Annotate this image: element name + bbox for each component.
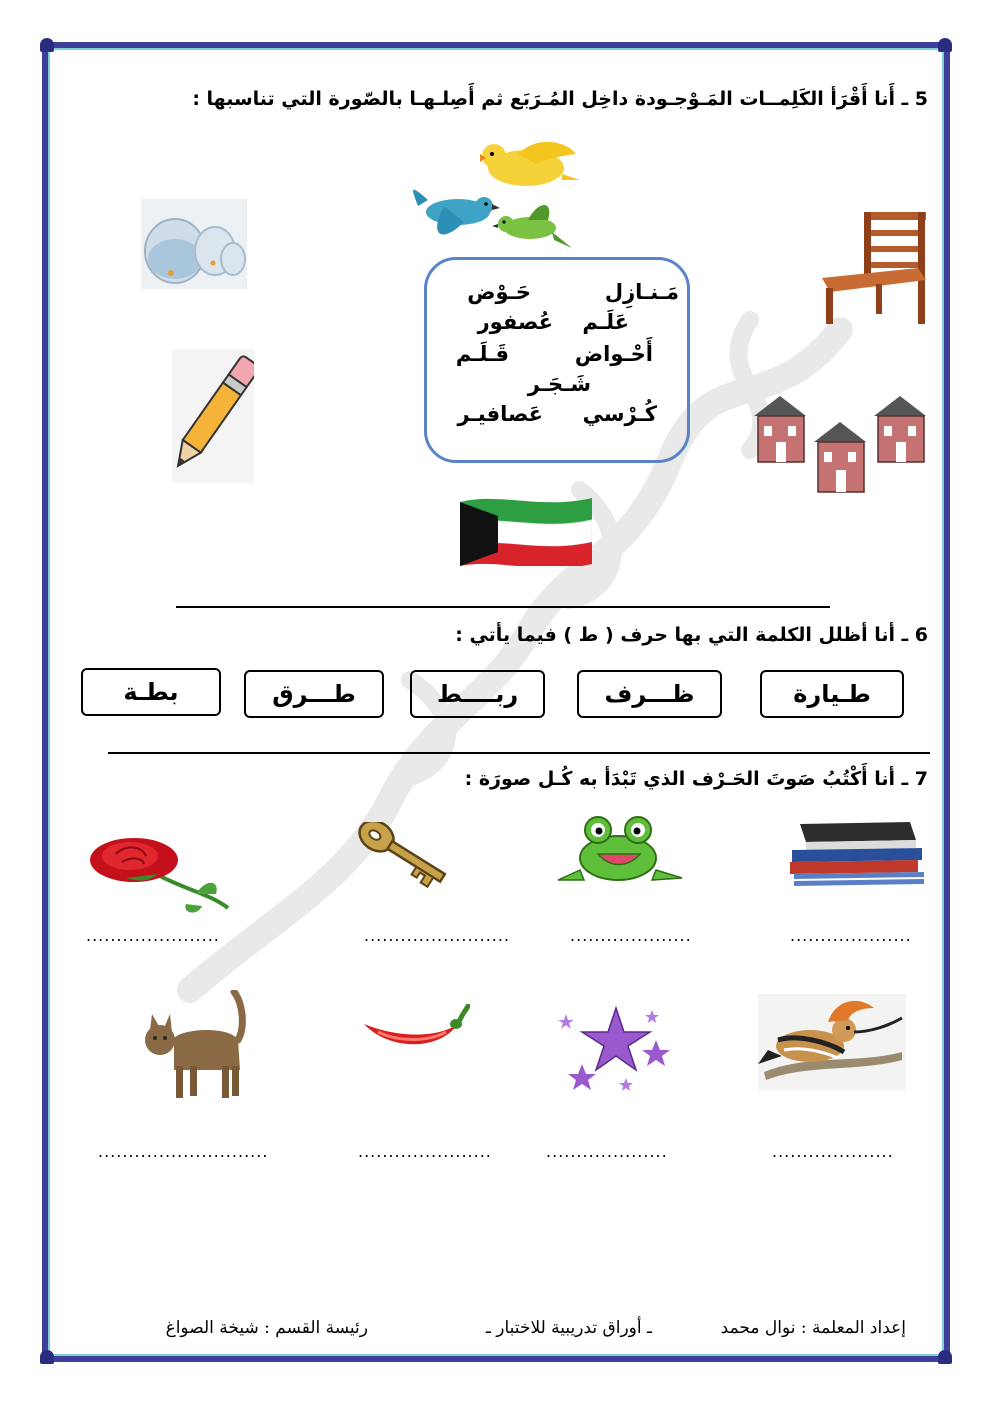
green-bird-icon <box>492 205 572 248</box>
kuwait-flag-picture[interactable] <box>460 496 592 566</box>
answer-line[interactable]: .................... <box>790 926 912 945</box>
blue-bird-icon <box>413 190 500 235</box>
footer-department-head: رئيسة القسم : شيخة الصواغ <box>165 1318 368 1338</box>
q7-title: 7 ـ أنا أَكْتُبُ صَوتَ الحَـرْف الذي تَبْدَأ به كُـل صورَة : <box>464 768 928 790</box>
answer-line[interactable]: ...................... <box>86 926 220 945</box>
border-right <box>942 42 950 1362</box>
word-choice-box[interactable]: طـــرق <box>244 670 384 718</box>
word-choice-box[interactable]: طـيارة <box>760 670 904 718</box>
corner-ornament <box>938 38 952 52</box>
word-choice-box[interactable]: ظـــرف <box>577 670 722 718</box>
answer-line[interactable]: .................... <box>570 926 692 945</box>
chair-picture[interactable] <box>814 208 930 326</box>
frog-picture[interactable] <box>556 814 684 886</box>
birds-picture[interactable] <box>408 140 584 252</box>
fishbowls-picture[interactable] <box>141 199 247 289</box>
yellow-bird-icon <box>480 142 580 186</box>
footer-sheet-title: ـ أوراق تدريبية للاختبار ـ <box>485 1318 652 1338</box>
pencil-picture[interactable] <box>172 349 254 483</box>
border-top <box>42 42 950 50</box>
word: عَصافيـر <box>457 402 543 426</box>
rose-picture[interactable] <box>86 834 232 916</box>
hoopoe-bird-picture[interactable] <box>758 994 906 1090</box>
corner-ornament <box>40 1350 54 1364</box>
word: مَـنـازِل <box>604 280 679 304</box>
stars-picture[interactable] <box>556 1006 674 1096</box>
border-bottom <box>42 1354 950 1362</box>
word: عُصفور <box>477 310 553 334</box>
word-box <box>424 257 690 463</box>
corner-ornament <box>938 1350 952 1364</box>
answer-line[interactable]: ........................ <box>364 926 511 945</box>
house-icon <box>874 396 926 462</box>
word: حَـوْض <box>467 280 531 304</box>
word: كُـرْسي <box>582 402 657 426</box>
answer-line[interactable]: .................... <box>546 1142 668 1161</box>
q5-title: 5 ـ أَنا أَقْرَأ الكَلِمــات المَـوْجـودة داخِل المُـرَبَع ثم أَصِلـهـا بالصّورة التي تناسبها : <box>192 88 928 110</box>
word: قَـلَـم <box>455 342 509 366</box>
divider-line <box>108 752 930 754</box>
chili-pepper-picture[interactable] <box>358 1004 470 1060</box>
word-choice-box[interactable]: ربــــط <box>410 670 545 718</box>
answer-line[interactable]: .................... <box>772 1142 894 1161</box>
q6-title: 6 ـ أنا أظلل الكلمة التي بها حرف ( ط ) فيما يأتي : <box>455 624 928 646</box>
footer-teacher: إعداد المعلمة : نوال محمد <box>720 1318 906 1338</box>
word-choice-box[interactable]: بطـة <box>81 668 221 716</box>
word: شَـجَـر <box>527 372 591 396</box>
house-icon <box>754 396 806 462</box>
word: عَلَـم <box>582 310 629 334</box>
answer-line[interactable]: ............................ <box>98 1142 269 1161</box>
houses-picture[interactable] <box>752 392 928 496</box>
corner-ornament <box>40 38 54 52</box>
key-picture[interactable] <box>348 822 452 896</box>
divider-line <box>176 606 830 608</box>
answer-line[interactable]: ...................... <box>358 1142 492 1161</box>
cat-picture[interactable] <box>134 990 260 1102</box>
house-icon <box>814 422 866 492</box>
books-picture[interactable] <box>786 818 928 892</box>
word: أَحْـواض <box>574 342 653 366</box>
border-left <box>42 42 50 1362</box>
